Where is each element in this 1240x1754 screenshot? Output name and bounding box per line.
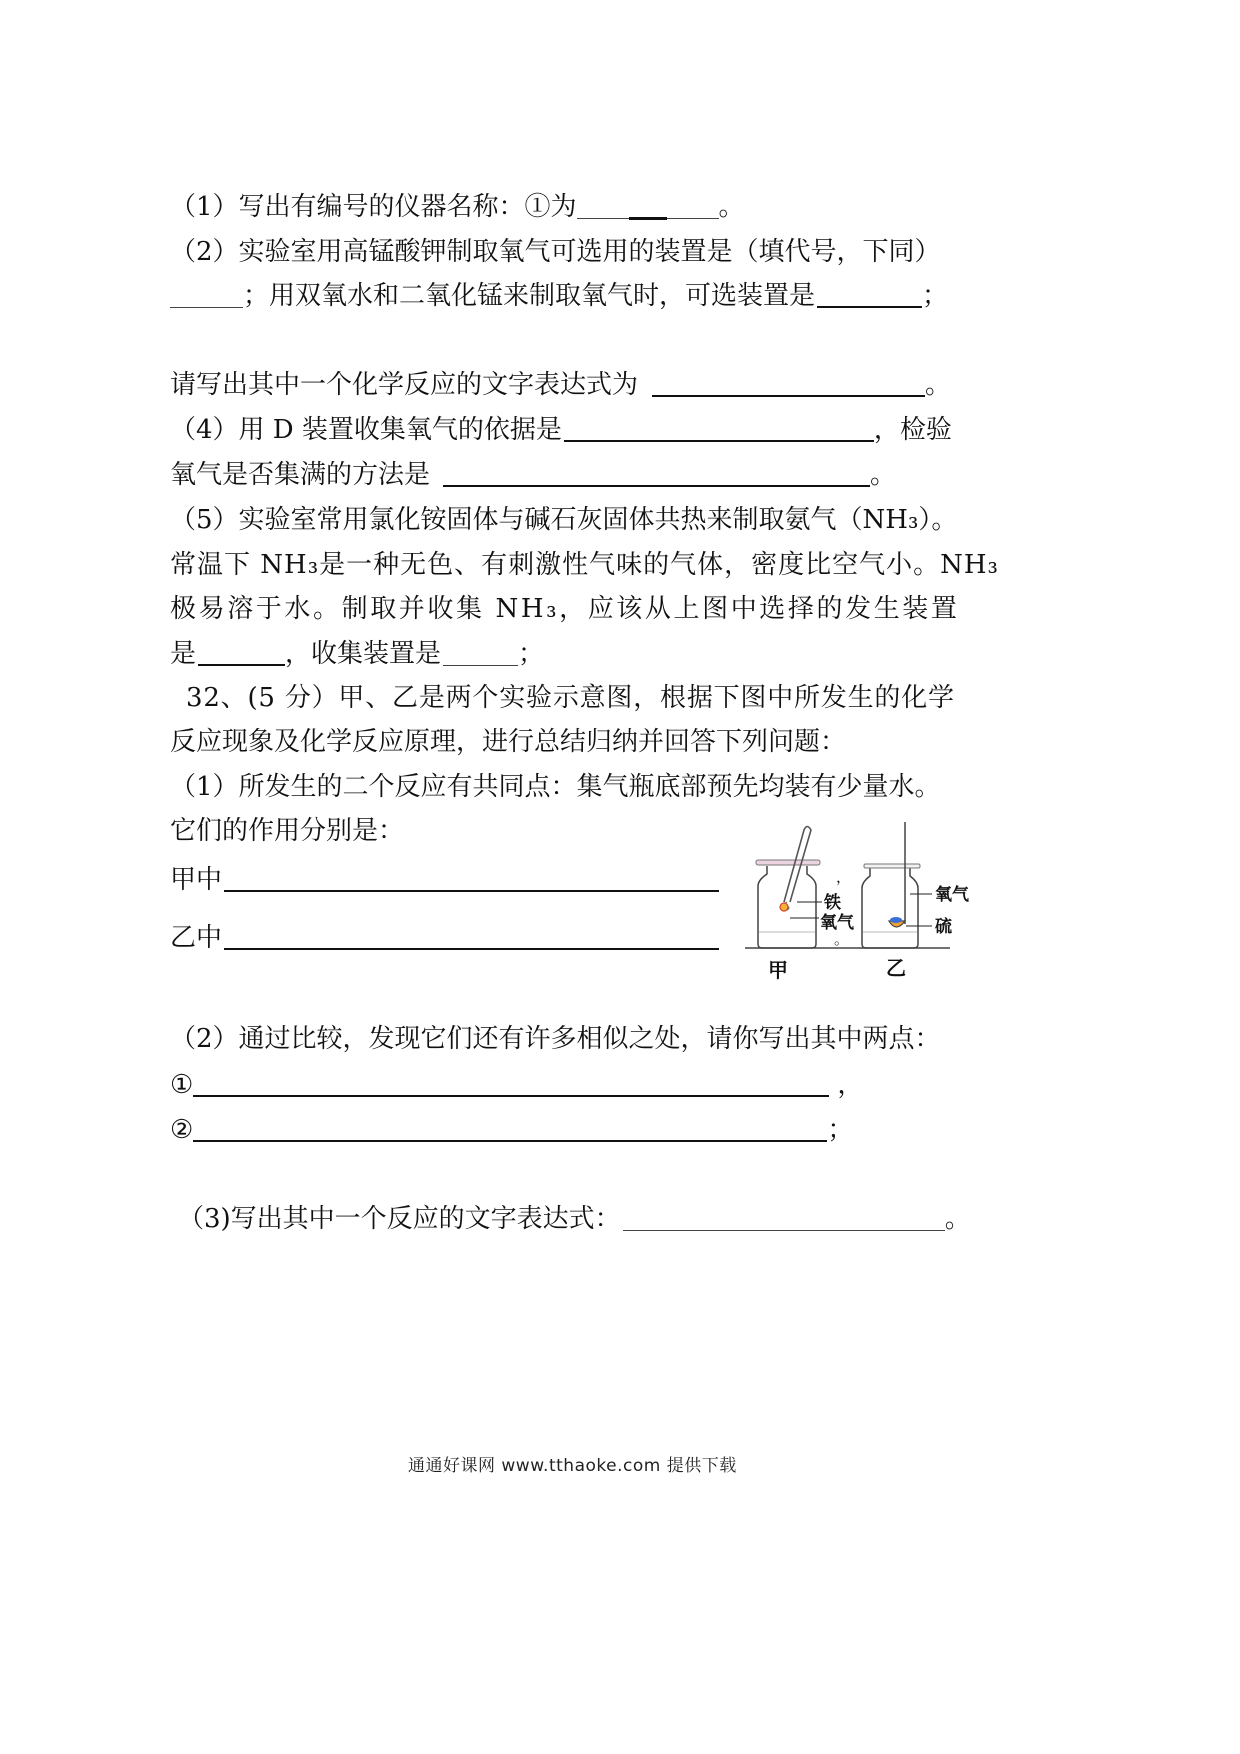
label-sulfur: 硫 (935, 917, 952, 937)
label-oxygen-a: 氧气 (820, 913, 854, 933)
question-line (170, 814, 404, 848)
question-line (170, 235, 941, 269)
question-text: ；用双氧水和二氧化锰来制取氧气时，可选装置是 (243, 281, 816, 311)
answer-line-item1 (170, 1068, 863, 1102)
answer-line-yi (170, 921, 719, 955)
page-footer: 通通好课网 www.tthaoke.com 提供下载 (408, 1456, 737, 1476)
question-line (170, 637, 544, 671)
answer-blank (193, 1140, 827, 1142)
question-line (178, 1202, 971, 1236)
answer-blank (443, 485, 870, 487)
answer-line-item2 (170, 1113, 853, 1147)
question-text: 是 (170, 639, 197, 669)
jar-b-caption: 乙 (886, 956, 906, 980)
answer-label: 甲中 (170, 865, 223, 895)
question-line (170, 458, 896, 492)
question-line (170, 368, 951, 402)
question-text-end: 。 (718, 192, 745, 222)
question-line (170, 190, 745, 224)
label-oxygen-b: 氧气 (935, 885, 969, 905)
question-text: （1）写出有编号的仪器名称：①为 (170, 192, 577, 222)
question-text: 常温下 NH₃是一种无色、有刺激性气味的气体，密度比空气小。NH₃ (170, 550, 999, 580)
answer-blank (224, 890, 719, 892)
burning-sulfur-flame (890, 917, 902, 923)
answer-item-marker: ① (170, 1070, 194, 1100)
question-line (170, 548, 999, 582)
question-line (170, 770, 941, 804)
question-text: （5）实验室常用氯化铵固体与碱石灰固体共热来制取氨气（NH₃）。 (170, 505, 958, 535)
answer-blank-bold-segment (629, 217, 667, 220)
question-text: （1）所发生的二个反应有共同点：集气瓶底部预先均装有少量水。 (170, 772, 941, 802)
jar-b-outline (862, 868, 918, 948)
question-text: ，收集装置是 (285, 639, 442, 669)
answer-item-end: ， (837, 1070, 864, 1100)
jar-b-glass-plate (864, 864, 920, 868)
question-line (170, 279, 948, 313)
answer-item-end: ； (827, 1115, 854, 1145)
question-text-end: 。 (944, 1204, 971, 1234)
question-text: ，检验 (873, 415, 952, 445)
question-stem-line (170, 725, 846, 759)
question-text: （2）实验室用高锰酸钾制取氧气可选用的装置是（填代号，下同） (170, 237, 941, 267)
question-line (170, 413, 952, 447)
figure-period-mark: 。 (834, 930, 850, 948)
answer-blank (623, 1230, 945, 1231)
jar-a-caption: 甲 (768, 958, 788, 982)
jar-a-glass-plate (756, 860, 820, 865)
answer-item-marker: ② (170, 1115, 194, 1145)
answer-label: 乙中 (170, 923, 223, 953)
question-text-end: 。 (870, 460, 897, 490)
question-text: （2）通过比较，发现它们还有许多相似之处，请你写出其中两点： (170, 1024, 941, 1054)
answer-blank (193, 1095, 829, 1097)
question-text-end: ； (922, 281, 949, 311)
question-stem-text: 32、(5 分）甲、乙是两个实验示意图，根据下图中所发生的化学 (186, 683, 955, 713)
answer-blank (170, 307, 243, 308)
question-stem-text: 反应现象及化学反应原理，进行总结归纳并回答下列问题： (170, 727, 847, 757)
question-line (170, 503, 957, 537)
question-text: （3)写出其中一个反应的文字表达式： (178, 1204, 621, 1234)
answer-blank (224, 948, 719, 950)
answer-blank (198, 664, 285, 666)
answer-line-jia (170, 863, 719, 897)
question-line (170, 1022, 941, 1056)
burning-iron-spark (780, 903, 788, 911)
question-text: 请写出其中一个化学反应的文字表达式为 (170, 370, 639, 400)
question-text: 它们的作用分别是： (170, 816, 405, 846)
question-text: 极易溶于水。制取并收集 NH₃，应该从上图中选择的发生装置 (170, 594, 960, 624)
answer-blank (443, 665, 518, 666)
answer-blank (564, 440, 874, 442)
question-text: 氧气是否集满的方法是 (170, 460, 431, 490)
question-stem-line (186, 681, 955, 715)
question-text-end: 。 (925, 370, 952, 400)
label-iron: 铁 (824, 893, 841, 913)
experiment-figure (740, 820, 980, 985)
question-text-end: ； (518, 639, 545, 669)
answer-blank (652, 395, 925, 397)
question-line (170, 592, 960, 626)
answer-blank (577, 218, 719, 219)
question-text: （4）用 D 装置收集氧气的依据是 (170, 415, 562, 445)
answer-blank (817, 306, 922, 308)
figure-comma-mark: ， (836, 868, 852, 886)
